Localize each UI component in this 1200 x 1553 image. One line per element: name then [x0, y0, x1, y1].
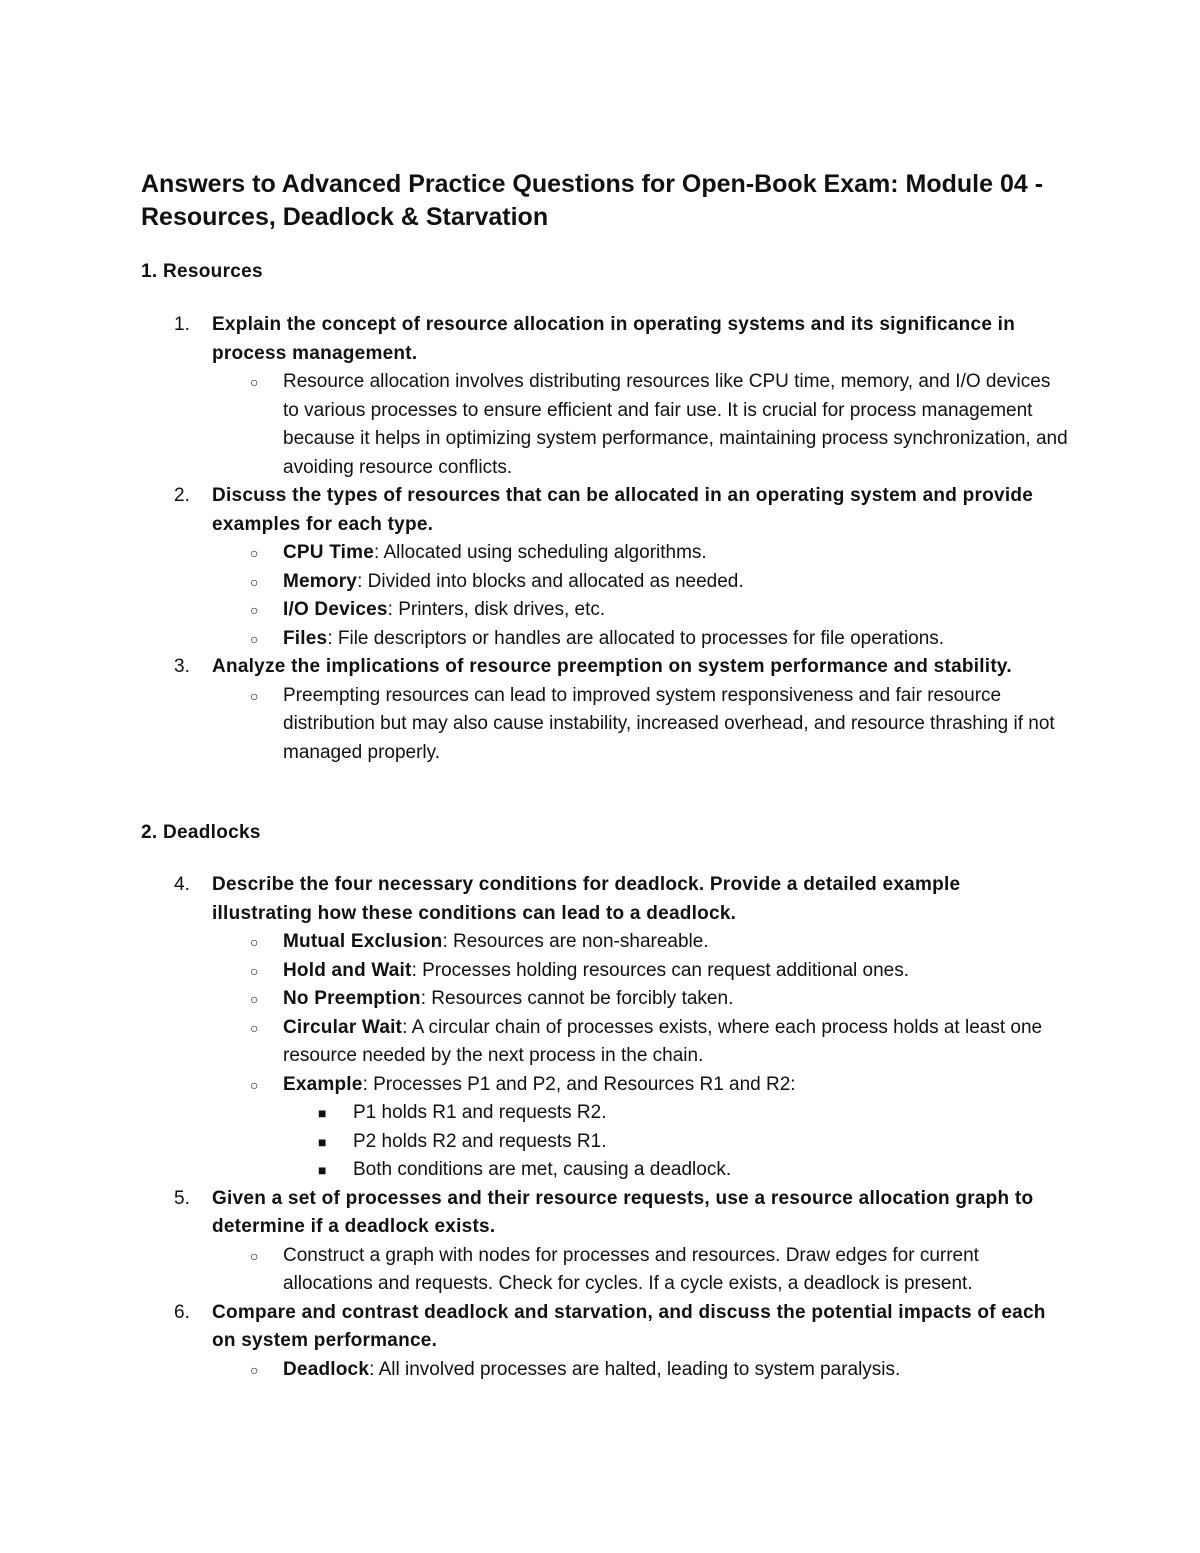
answer-text: Circular Wait: A circular chain of processes exists, where each process holds at least one resource needed by the next process in the chain.	[283, 1016, 1043, 1066]
answer-item	[0, 1014, 1200, 1071]
question-text: Explain the concept of resource allocation in operating systems and its significance in process management.	[212, 314, 1016, 364]
answer-item	[0, 957, 1200, 986]
answer-item	[0, 625, 1200, 654]
sub-answer-item	[0, 1156, 1200, 1185]
answer-text: Resource allocation involves distributing resources like CPU time, memory, and I/O devices to various processes to ensure efficient and fair use. It is crucial for process management because it helps in optimizing system performance, maintaining process synchronization, and avoiding resource conflicts.	[283, 371, 1068, 478]
section-heading-resources: 1. Resources	[141, 261, 263, 282]
bullet-icon: ○	[250, 545, 259, 561]
answer-item	[0, 1071, 1200, 1100]
bullet-icon: ○	[250, 1361, 259, 1378]
question-3	[0, 653, 1200, 682]
section-heading-deadlocks: 2. Deadlocks	[141, 822, 261, 843]
question-text: Discuss the types of resources that can be allocated in an operating system and provide examples for each type.	[212, 485, 1034, 535]
answer-item	[0, 985, 1200, 1014]
bullet-icon: ○	[250, 687, 259, 704]
bullet-icon: ○	[250, 1019, 259, 1036]
bullet-icon: ○	[250, 1247, 259, 1264]
answer-text: Preempting resources can lead to improved system responsiveness and fair resource distribution but may also cause instability, increased overhead, and resource thrashing if not managed properly.	[283, 684, 1055, 763]
answer-text: Example: Processes P1 and P2, and Resources R1 and R2:	[283, 1073, 796, 1095]
question-5	[0, 1185, 1200, 1242]
answer-text: Hold and Wait: Processes holding resources can request additional ones.	[283, 959, 910, 981]
answer-text: Mutual Exclusion: Resources are non-shareable.	[283, 931, 709, 952]
question-number: 5.	[174, 1187, 190, 1209]
square-bullet-icon: ■	[318, 1105, 327, 1121]
answer-item	[0, 539, 1200, 568]
answer-text: Memory: Divided into blocks and allocated as needed.	[283, 570, 744, 592]
bullet-icon: ○	[250, 573, 259, 590]
answer-item	[0, 368, 1200, 482]
bullet-icon: ○	[250, 991, 259, 1007]
question-text: Analyze the implications of resource preemption on system performance and stability.	[212, 656, 1012, 677]
question-number: 4.	[174, 874, 190, 895]
question-list-deadlocks	[0, 871, 1200, 1384]
bullet-icon: ○	[250, 602, 259, 618]
bullet-icon: ○	[250, 962, 259, 979]
bullet-icon: ○	[250, 630, 259, 647]
bullet-icon: ○	[250, 1076, 259, 1093]
answer-item	[0, 928, 1200, 957]
question-list-resources	[0, 311, 1200, 767]
answer-item	[0, 1356, 1200, 1385]
bullet-icon: ○	[250, 934, 259, 950]
question-text: Describe the four necessary conditions for deadlock. Provide a detailed example illustrating how these conditions can lead to a deadlock.	[212, 874, 961, 924]
sub-answer-text: P2 holds R2 and requests R1.	[353, 1130, 607, 1152]
sub-answer-text: P1 holds R1 and requests R2.	[353, 1102, 607, 1123]
answer-item	[0, 596, 1200, 625]
question-4	[0, 871, 1200, 928]
answer-text: Files: File descriptors or handles are allocated to processes for file operations.	[283, 627, 945, 649]
square-bullet-icon: ■	[318, 1162, 327, 1178]
answer-text: CPU Time: Allocated using scheduling algorithms.	[283, 542, 707, 563]
answer-text: Deadlock: All involved processes are halted, leading to system paralysis.	[283, 1358, 901, 1380]
question-number: 6.	[174, 1301, 190, 1323]
bullet-icon: ○	[250, 374, 259, 390]
question-number: 2.	[174, 485, 190, 506]
answer-text: Construct a graph with nodes for processes and resources. Draw edges for current allocations and requests. Check for cycles. If a cycle exists, a deadlock is present.	[283, 1244, 979, 1294]
square-bullet-icon: ■	[318, 1133, 327, 1150]
question-number: 3.	[174, 656, 190, 677]
answer-item	[0, 568, 1200, 597]
answer-text: I/O Devices: Printers, disk drives, etc.	[283, 599, 606, 620]
sub-answer-text: Both conditions are met, causing a deadlock.	[353, 1159, 732, 1180]
answer-item	[0, 682, 1200, 768]
question-text: Compare and contrast deadlock and starvation, and discuss the potential impacts of each on system performance.	[212, 1301, 1046, 1351]
document-title: Answers to Advanced Practice Questions for Open-Book Exam: Module 04 - Resources, Deadlock & Starvation	[141, 170, 1044, 231]
question-6	[0, 1299, 1200, 1356]
question-2	[0, 482, 1200, 539]
sub-answer-item	[0, 1128, 1200, 1157]
question-1	[0, 311, 1200, 368]
question-text: Given a set of processes and their resource requests, use a resource allocation graph to determine if a deadlock exists.	[212, 1187, 1034, 1237]
answer-text: No Preemption: Resources cannot be forcibly taken.	[283, 988, 734, 1009]
answer-item	[0, 1242, 1200, 1299]
question-number: 1.	[174, 314, 190, 335]
sub-answer-item	[0, 1099, 1200, 1128]
